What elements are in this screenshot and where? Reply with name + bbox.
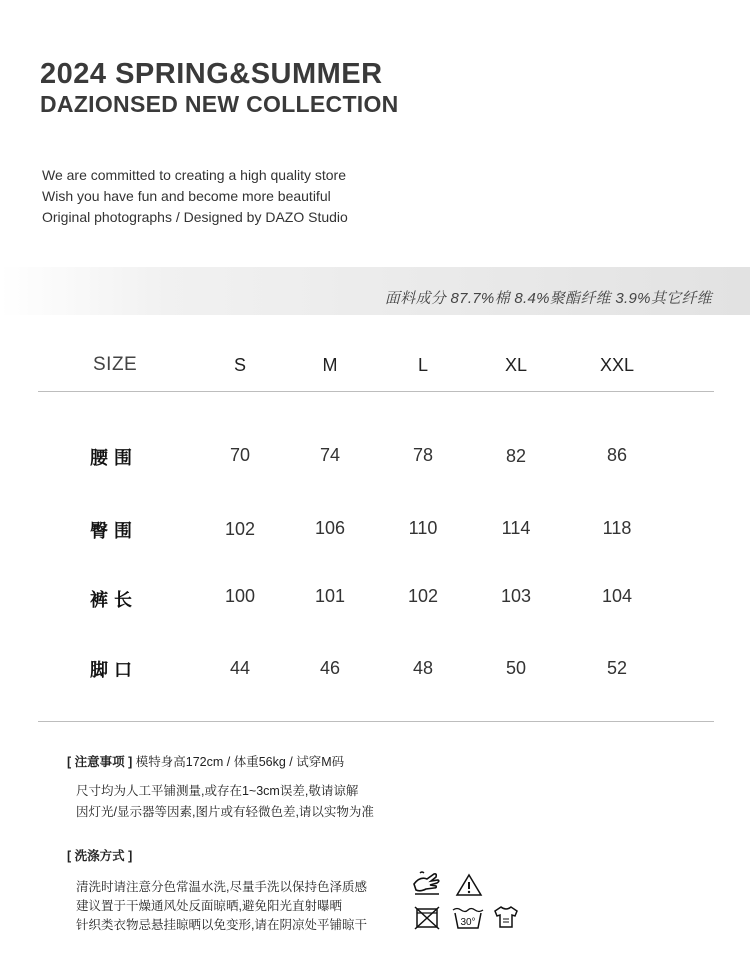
size-column-label: SIZE	[93, 354, 138, 375]
table-cell: 52	[606, 658, 628, 678]
title-line-1: 2024 SPRING&SUMMER	[40, 58, 383, 90]
wash-temp-label: 30°	[460, 917, 476, 928]
intro-line: Original photographs / Designed by DAZO Studio	[42, 209, 348, 225]
table-cell: 70	[229, 445, 251, 465]
table-cell: 50	[505, 658, 527, 678]
size-header-xl: XL	[504, 355, 528, 375]
table-cell: 86	[606, 445, 628, 465]
table-top-rule	[38, 391, 714, 392]
intro-line: Wish you have fun and become more beautiful	[42, 188, 331, 204]
wash-30-icon	[452, 905, 484, 931]
intro-line: We are committed to creating a high quality store	[42, 167, 347, 183]
row-label-hem: 脚口	[90, 660, 138, 680]
warning-icon	[455, 873, 483, 897]
title-line-2: DAZIONSED NEW COLLECTION	[40, 91, 399, 117]
table-cell: 103	[500, 586, 532, 606]
hand-wash-icon	[412, 870, 442, 896]
table-cell: 82	[505, 446, 527, 466]
wash-note: 清洗时请注意分色常温水洗,尽量手洗以保持色泽质感	[76, 880, 367, 894]
table-cell: 106	[314, 518, 346, 538]
intro-text	[42, 165, 348, 228]
table-cell: 74	[319, 445, 341, 465]
table-cell: 102	[224, 519, 256, 539]
table-cell: 114	[501, 518, 531, 538]
table-cell: 118	[602, 518, 632, 538]
measure-note: 尺寸均为人工平铺测量,或存在1~3cm误差,敬请谅解	[76, 784, 359, 798]
model-info: 模特身高172cm / 体重56kg / 试穿M码	[135, 755, 345, 769]
measure-note: 因灯光/显示器等因素,图片或有轻微色差,请以实物为准	[76, 805, 374, 819]
size-header-xxl: XXL	[599, 355, 635, 375]
table-cell: 46	[319, 658, 341, 678]
attention-title: [ 注意事项 ]	[67, 755, 133, 769]
iron-shirt-icon	[492, 904, 520, 930]
wash-note: 针织类衣物忌悬挂晾晒以免变形,请在阴凉处平铺晾干	[76, 918, 367, 932]
size-header-l: L	[417, 355, 428, 375]
wash-note: 建议置于干燥通风处反面晾晒,避免阳光直射曝晒	[76, 899, 342, 913]
table-cell: 102	[407, 586, 439, 606]
table-cell: 78	[412, 445, 434, 465]
table-cell: 101	[314, 586, 346, 606]
wash-title: [ 洗涤方式 ]	[67, 849, 133, 863]
table-cell: 48	[412, 658, 434, 678]
row-label-waist: 腰围	[90, 448, 138, 468]
fabric-composition: 面料成分 87.7%棉 8.4%聚酯纤维 3.9%其它纤维	[384, 290, 712, 307]
row-label-length: 裤长	[90, 590, 138, 610]
table-cell: 110	[408, 518, 438, 538]
no-tumble-dry-icon	[414, 906, 440, 930]
row-label-hip: 臀围	[90, 521, 138, 541]
size-header-s: S	[233, 355, 246, 375]
size-header-m: M	[322, 355, 338, 375]
table-bottom-rule	[38, 721, 714, 722]
table-cell: 44	[229, 658, 251, 678]
table-cell: 104	[601, 586, 633, 606]
table-cell: 100	[224, 586, 256, 606]
